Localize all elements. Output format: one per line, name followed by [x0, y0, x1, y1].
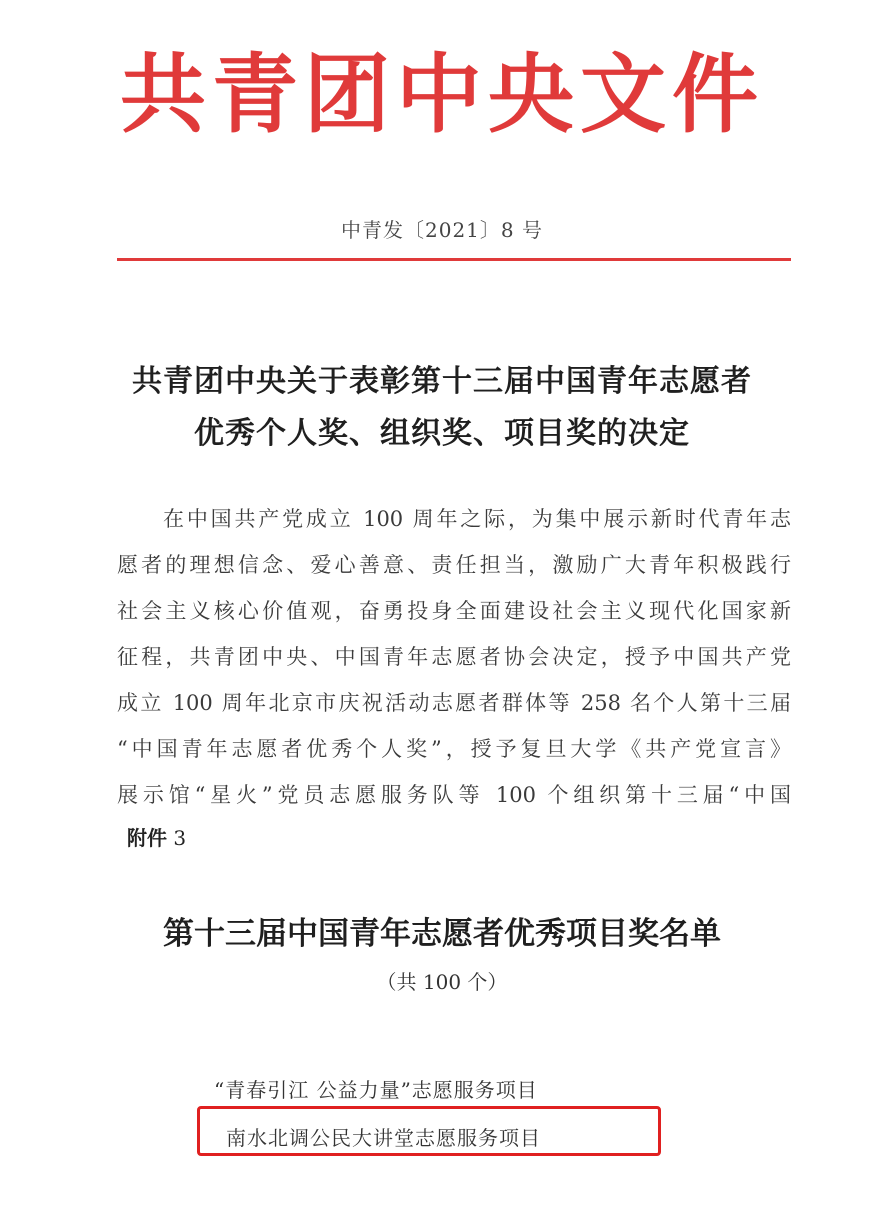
- award-list-count: （共 100 个）: [376, 970, 508, 994]
- red-divider-line: [117, 258, 791, 261]
- body-line: 征程，共青团中央、中国青年志愿者协会决定，授予中国共产党: [117, 645, 791, 669]
- body-line: 愿者的理想信念、爱心善意、责任担当，激励广大青年积极践行: [117, 553, 791, 577]
- attachment-label-text: 附件: [127, 826, 167, 850]
- document-number: 中青发〔2021〕8 号: [341, 218, 543, 242]
- decision-body: [117, 496, 791, 818]
- body-line: 在中国共产党成立 100 周年之际，为集中展示新时代青年志: [163, 507, 791, 531]
- attachment-page-overlay: [0, 808, 884, 1230]
- award-list-item: “青春引江 公益力量”志愿服务项目: [214, 1078, 538, 1102]
- body-line: “中国青年志愿者优秀个人奖”，授予复旦大学《共产党宣言》: [117, 737, 791, 761]
- award-list-item-highlighted: 南水北调公民大讲堂志愿服务项目: [226, 1126, 541, 1150]
- body-line: 社会主义核心价值观，奋勇投身全面建设社会主义现代化国家新: [117, 599, 791, 623]
- attachment-number: 3: [173, 826, 187, 850]
- document-masthead: 共青团中央文件: [120, 44, 764, 145]
- body-line: 展示馆“星火”党员志愿服务队等 100 个组织第十三届“中国: [117, 783, 791, 807]
- decision-title-line-1: 共青团中央关于表彰第十三届中国青年志愿者: [132, 364, 752, 399]
- highlight-box: [197, 1106, 661, 1156]
- body-line: 成立 100 周年北京市庆祝活动志愿者群体等 258 名个人第十三届: [117, 691, 791, 715]
- decision-title-line-2: 优秀个人奖、组织奖、项目奖的决定: [194, 416, 690, 451]
- attachment-label: [127, 822, 186, 851]
- award-list-title: 第十三届中国青年志愿者优秀项目奖名单: [163, 916, 721, 952]
